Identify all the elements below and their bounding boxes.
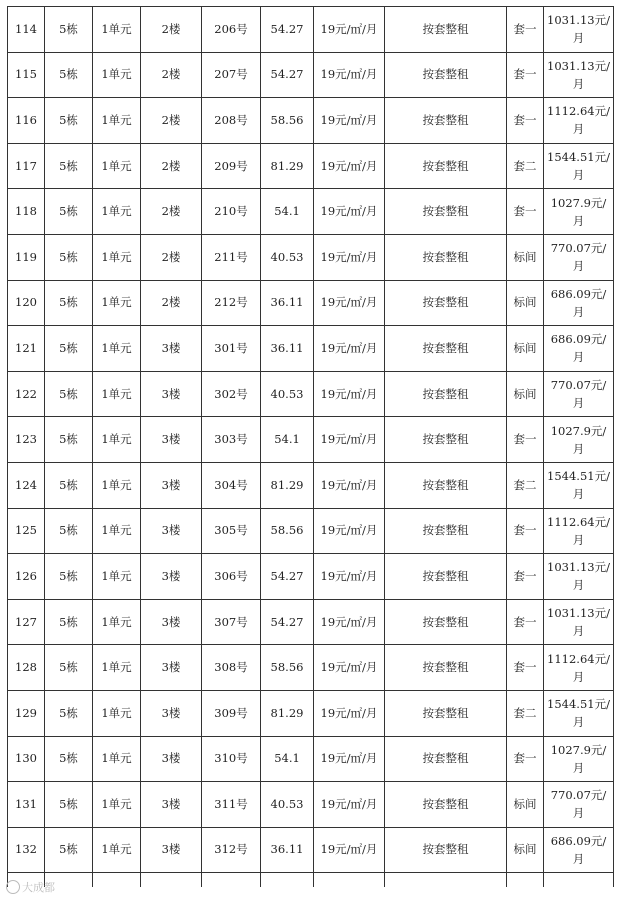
monthly-rent-cell [544, 7, 614, 53]
unit-price-cell: 19元/㎡/月 [314, 326, 385, 372]
area-cell: 81.29 [261, 462, 314, 508]
monthly-rent-cell [544, 554, 614, 600]
table-row [8, 508, 614, 554]
room-number-cell: 310号 [202, 736, 261, 782]
rent-unit: 月 [572, 715, 585, 730]
row-number-cell: 125 [8, 508, 45, 554]
floor-cell: 2楼 [141, 189, 202, 235]
room-number-cell: 303号 [202, 417, 261, 463]
row-number-cell: 127 [8, 599, 45, 645]
watermark-text: 大成都 [22, 881, 55, 894]
room-number-cell: 311号 [202, 782, 261, 828]
room-type-cell: 套一 [507, 599, 544, 645]
unit-price-cell: 19元/㎡/月 [314, 645, 385, 691]
monthly-rent-cell [544, 827, 614, 873]
empty-cell [385, 873, 507, 888]
floor-cell: 2楼 [141, 98, 202, 144]
row-number-cell: 128 [8, 645, 45, 691]
rent-unit: 月 [572, 76, 585, 91]
rent-amount: 1031.13元/ [547, 606, 610, 621]
building-cell: 5栋 [45, 782, 93, 828]
rental-mode-cell: 按套整租 [385, 554, 507, 600]
row-number-cell: 123 [8, 417, 45, 463]
row-number-cell: 126 [8, 554, 45, 600]
floor-cell: 3楼 [141, 508, 202, 554]
room-number-cell: 302号 [202, 371, 261, 417]
building-cell: 5栋 [45, 52, 93, 98]
unit-price-cell: 19元/㎡/月 [314, 554, 385, 600]
monthly-rent-cell [544, 736, 614, 782]
table-row [8, 645, 614, 691]
unit-price-cell: 19元/㎡/月 [314, 234, 385, 280]
floor-cell: 3楼 [141, 462, 202, 508]
floor-cell: 3楼 [141, 417, 202, 463]
room-type-cell: 标间 [507, 827, 544, 873]
rental-table [7, 6, 614, 887]
floor-cell: 2楼 [141, 143, 202, 189]
area-cell: 58.56 [261, 508, 314, 554]
floor-cell: 3楼 [141, 599, 202, 645]
rent-unit: 月 [572, 396, 585, 411]
building-cell: 5栋 [45, 827, 93, 873]
rental-mode-cell: 按套整租 [385, 827, 507, 873]
building-cell: 5栋 [45, 462, 93, 508]
area-cell: 40.53 [261, 234, 314, 280]
rent-unit: 月 [572, 760, 585, 775]
monthly-rent-cell [544, 52, 614, 98]
empty-cell [314, 873, 385, 888]
unit-price-cell: 19元/㎡/月 [314, 143, 385, 189]
rent-amount: 1544.51元/ [547, 469, 610, 484]
room-type-cell: 标间 [507, 326, 544, 372]
row-number-cell: 118 [8, 189, 45, 235]
room-type-cell: 套一 [507, 554, 544, 600]
area-cell: 40.53 [261, 782, 314, 828]
table-row [8, 462, 614, 508]
monthly-rent-cell [544, 417, 614, 463]
table-row [8, 827, 614, 873]
area-cell: 54.1 [261, 189, 314, 235]
unit-price-cell: 19元/㎡/月 [314, 371, 385, 417]
unit-cell: 1单元 [93, 98, 141, 144]
floor-cell: 2楼 [141, 234, 202, 280]
rent-unit: 月 [572, 122, 585, 137]
room-type-cell: 标间 [507, 782, 544, 828]
monthly-rent-cell [544, 234, 614, 280]
row-number-cell: 130 [8, 736, 45, 782]
unit-cell: 1单元 [93, 599, 141, 645]
building-cell: 5栋 [45, 690, 93, 736]
rent-amount: 686.09元/ [550, 332, 607, 347]
monthly-rent-cell [544, 98, 614, 144]
rent-amount: 1031.13元/ [547, 560, 610, 575]
room-type-cell: 标间 [507, 371, 544, 417]
unit-price-cell: 19元/㎡/月 [314, 7, 385, 53]
rent-amount: 1544.51元/ [547, 697, 610, 712]
unit-cell: 1单元 [93, 7, 141, 53]
rent-amount: 1544.51元/ [547, 150, 610, 165]
table-row [8, 143, 614, 189]
area-cell: 36.11 [261, 827, 314, 873]
building-cell: 5栋 [45, 189, 93, 235]
rental-mode-cell: 按套整租 [385, 508, 507, 554]
rental-mode-cell: 按套整租 [385, 280, 507, 326]
room-number-cell: 305号 [202, 508, 261, 554]
area-cell: 54.27 [261, 52, 314, 98]
rent-amount: 1027.9元/ [550, 742, 607, 757]
rental-mode-cell: 按套整租 [385, 599, 507, 645]
rent-amount: 1031.13元/ [547, 13, 610, 28]
table-row [8, 52, 614, 98]
area-cell: 54.1 [261, 417, 314, 463]
table-row [8, 7, 614, 53]
unit-price-cell: 19元/㎡/月 [314, 462, 385, 508]
rent-amount: 1112.64元/ [547, 514, 610, 529]
rent-unit: 月 [572, 851, 585, 866]
rental-mode-cell: 按套整租 [385, 417, 507, 463]
room-number-cell: 206号 [202, 7, 261, 53]
unit-price-cell: 19元/㎡/月 [314, 599, 385, 645]
building-cell: 5栋 [45, 417, 93, 463]
row-number-cell: 116 [8, 98, 45, 144]
rental-mode-cell: 按套整租 [385, 462, 507, 508]
rental-mode-cell: 按套整租 [385, 371, 507, 417]
building-cell: 5栋 [45, 645, 93, 691]
rent-unit: 月 [572, 259, 585, 274]
area-cell: 54.27 [261, 7, 314, 53]
unit-cell: 1单元 [93, 234, 141, 280]
rental-mode-cell: 按套整租 [385, 326, 507, 372]
watermark [6, 879, 55, 895]
floor-cell: 3楼 [141, 827, 202, 873]
area-cell: 54.1 [261, 736, 314, 782]
room-number-cell: 306号 [202, 554, 261, 600]
floor-cell: 3楼 [141, 645, 202, 691]
rental-mode-cell: 按套整租 [385, 7, 507, 53]
room-number-cell: 304号 [202, 462, 261, 508]
row-number-cell: 115 [8, 52, 45, 98]
room-type-cell: 套一 [507, 189, 544, 235]
floor-cell: 2楼 [141, 280, 202, 326]
floor-cell: 3楼 [141, 554, 202, 600]
room-number-cell: 210号 [202, 189, 261, 235]
table-row [8, 782, 614, 828]
unit-cell: 1单元 [93, 52, 141, 98]
building-cell: 5栋 [45, 326, 93, 372]
row-number-cell: 121 [8, 326, 45, 372]
area-cell: 54.27 [261, 599, 314, 645]
unit-price-cell: 19元/㎡/月 [314, 827, 385, 873]
room-number-cell: 211号 [202, 234, 261, 280]
area-cell: 40.53 [261, 371, 314, 417]
rent-amount: 1027.9元/ [550, 423, 607, 438]
rent-unit: 月 [572, 304, 585, 319]
room-type-cell: 套一 [507, 417, 544, 463]
room-type-cell: 标间 [507, 234, 544, 280]
rent-amount: 770.07元/ [550, 788, 607, 803]
unit-cell: 1单元 [93, 280, 141, 326]
area-cell: 36.11 [261, 280, 314, 326]
table-row [8, 234, 614, 280]
room-type-cell: 套一 [507, 7, 544, 53]
unit-price-cell: 19元/㎡/月 [314, 417, 385, 463]
unit-cell: 1单元 [93, 645, 141, 691]
building-cell: 5栋 [45, 98, 93, 144]
row-number-cell: 132 [8, 827, 45, 873]
monthly-rent-cell [544, 371, 614, 417]
rental-mode-cell: 按套整租 [385, 690, 507, 736]
rent-amount: 1112.64元/ [547, 104, 610, 119]
rent-unit: 月 [572, 441, 585, 456]
unit-cell: 1单元 [93, 554, 141, 600]
rent-amount: 1027.9元/ [550, 195, 607, 210]
room-type-cell: 套一 [507, 98, 544, 144]
room-number-cell: 208号 [202, 98, 261, 144]
unit-price-cell: 19元/㎡/月 [314, 782, 385, 828]
monthly-rent-cell [544, 143, 614, 189]
unit-cell: 1单元 [93, 736, 141, 782]
room-number-cell: 309号 [202, 690, 261, 736]
row-number-cell: 122 [8, 371, 45, 417]
area-cell: 54.27 [261, 554, 314, 600]
table-row [8, 554, 614, 600]
rent-unit: 月 [572, 168, 585, 183]
table-row [8, 371, 614, 417]
building-cell: 5栋 [45, 736, 93, 782]
room-type-cell: 套二 [507, 690, 544, 736]
room-type-cell: 套一 [507, 736, 544, 782]
room-number-cell: 301号 [202, 326, 261, 372]
unit-price-cell: 19元/㎡/月 [314, 280, 385, 326]
table-row-partial [8, 873, 614, 888]
floor-cell: 3楼 [141, 782, 202, 828]
room-type-cell: 标间 [507, 280, 544, 326]
unit-price-cell: 19元/㎡/月 [314, 189, 385, 235]
row-number-cell: 119 [8, 234, 45, 280]
room-number-cell: 209号 [202, 143, 261, 189]
table-row [8, 690, 614, 736]
monthly-rent-cell [544, 599, 614, 645]
room-number-cell: 308号 [202, 645, 261, 691]
room-type-cell: 套一 [507, 508, 544, 554]
room-number-cell: 207号 [202, 52, 261, 98]
room-type-cell: 套二 [507, 143, 544, 189]
rent-amount: 1031.13元/ [547, 58, 610, 73]
unit-cell: 1单元 [93, 462, 141, 508]
unit-cell: 1单元 [93, 371, 141, 417]
unit-cell: 1单元 [93, 326, 141, 372]
floor-cell: 3楼 [141, 326, 202, 372]
empty-cell [93, 873, 141, 888]
row-number-cell: 120 [8, 280, 45, 326]
rental-mode-cell: 按套整租 [385, 645, 507, 691]
area-cell: 36.11 [261, 326, 314, 372]
rental-mode-cell: 按套整租 [385, 98, 507, 144]
rent-unit: 月 [572, 31, 585, 46]
floor-cell: 3楼 [141, 736, 202, 782]
floor-cell: 2楼 [141, 7, 202, 53]
room-type-cell: 套二 [507, 462, 544, 508]
row-number-cell: 117 [8, 143, 45, 189]
floor-cell: 3楼 [141, 371, 202, 417]
rent-unit: 月 [572, 213, 585, 228]
building-cell: 5栋 [45, 234, 93, 280]
rental-mode-cell: 按套整租 [385, 189, 507, 235]
monthly-rent-cell [544, 690, 614, 736]
table-row [8, 280, 614, 326]
area-cell: 81.29 [261, 143, 314, 189]
rental-mode-cell: 按套整租 [385, 143, 507, 189]
monthly-rent-cell [544, 462, 614, 508]
room-number-cell: 307号 [202, 599, 261, 645]
unit-price-cell: 19元/㎡/月 [314, 52, 385, 98]
building-cell: 5栋 [45, 280, 93, 326]
rent-amount: 770.07元/ [550, 241, 607, 256]
rent-amount: 1112.64元/ [547, 651, 610, 666]
unit-cell: 1单元 [93, 417, 141, 463]
building-cell: 5栋 [45, 371, 93, 417]
room-number-cell: 312号 [202, 827, 261, 873]
building-cell: 5栋 [45, 7, 93, 53]
monthly-rent-cell [544, 508, 614, 554]
rental-mode-cell: 按套整租 [385, 736, 507, 782]
room-type-cell: 套一 [507, 52, 544, 98]
monthly-rent-cell [544, 280, 614, 326]
unit-cell: 1单元 [93, 827, 141, 873]
unit-cell: 1单元 [93, 782, 141, 828]
row-number-cell: 129 [8, 690, 45, 736]
unit-price-cell: 19元/㎡/月 [314, 736, 385, 782]
area-cell: 81.29 [261, 690, 314, 736]
table-row [8, 417, 614, 463]
building-cell: 5栋 [45, 143, 93, 189]
empty-cell [544, 873, 614, 888]
monthly-rent-cell [544, 782, 614, 828]
rent-unit: 月 [572, 806, 585, 821]
weibo-icon [6, 880, 20, 894]
rental-mode-cell: 按套整租 [385, 52, 507, 98]
area-cell: 58.56 [261, 98, 314, 144]
building-cell: 5栋 [45, 508, 93, 554]
table-row [8, 189, 614, 235]
table-row [8, 98, 614, 144]
rent-amount: 686.09元/ [550, 833, 607, 848]
row-number-cell: 124 [8, 462, 45, 508]
table-row [8, 736, 614, 782]
building-cell: 5栋 [45, 554, 93, 600]
room-type-cell: 套一 [507, 645, 544, 691]
unit-cell: 1单元 [93, 508, 141, 554]
floor-cell: 3楼 [141, 690, 202, 736]
empty-cell [507, 873, 544, 888]
table-row [8, 599, 614, 645]
unit-price-cell: 19元/㎡/月 [314, 98, 385, 144]
rent-amount: 770.07元/ [550, 378, 607, 393]
empty-cell [202, 873, 261, 888]
rent-unit: 月 [572, 578, 585, 593]
monthly-rent-cell [544, 645, 614, 691]
rent-unit: 月 [572, 669, 585, 684]
room-number-cell: 212号 [202, 280, 261, 326]
unit-cell: 1单元 [93, 143, 141, 189]
rent-unit: 月 [572, 624, 585, 639]
monthly-rent-cell [544, 326, 614, 372]
row-number-cell: 131 [8, 782, 45, 828]
unit-price-cell: 19元/㎡/月 [314, 508, 385, 554]
unit-price-cell: 19元/㎡/月 [314, 690, 385, 736]
row-number-cell: 114 [8, 7, 45, 53]
rent-unit: 月 [572, 350, 585, 365]
building-cell: 5栋 [45, 599, 93, 645]
rent-unit: 月 [572, 532, 585, 547]
table-row [8, 326, 614, 372]
rental-mode-cell: 按套整租 [385, 782, 507, 828]
rent-unit: 月 [572, 487, 585, 502]
floor-cell: 2楼 [141, 52, 202, 98]
rental-mode-cell: 按套整租 [385, 234, 507, 280]
empty-cell [141, 873, 202, 888]
area-cell: 58.56 [261, 645, 314, 691]
rent-amount: 686.09元/ [550, 286, 607, 301]
monthly-rent-cell [544, 189, 614, 235]
unit-cell: 1单元 [93, 189, 141, 235]
empty-cell [261, 873, 314, 888]
unit-cell: 1单元 [93, 690, 141, 736]
